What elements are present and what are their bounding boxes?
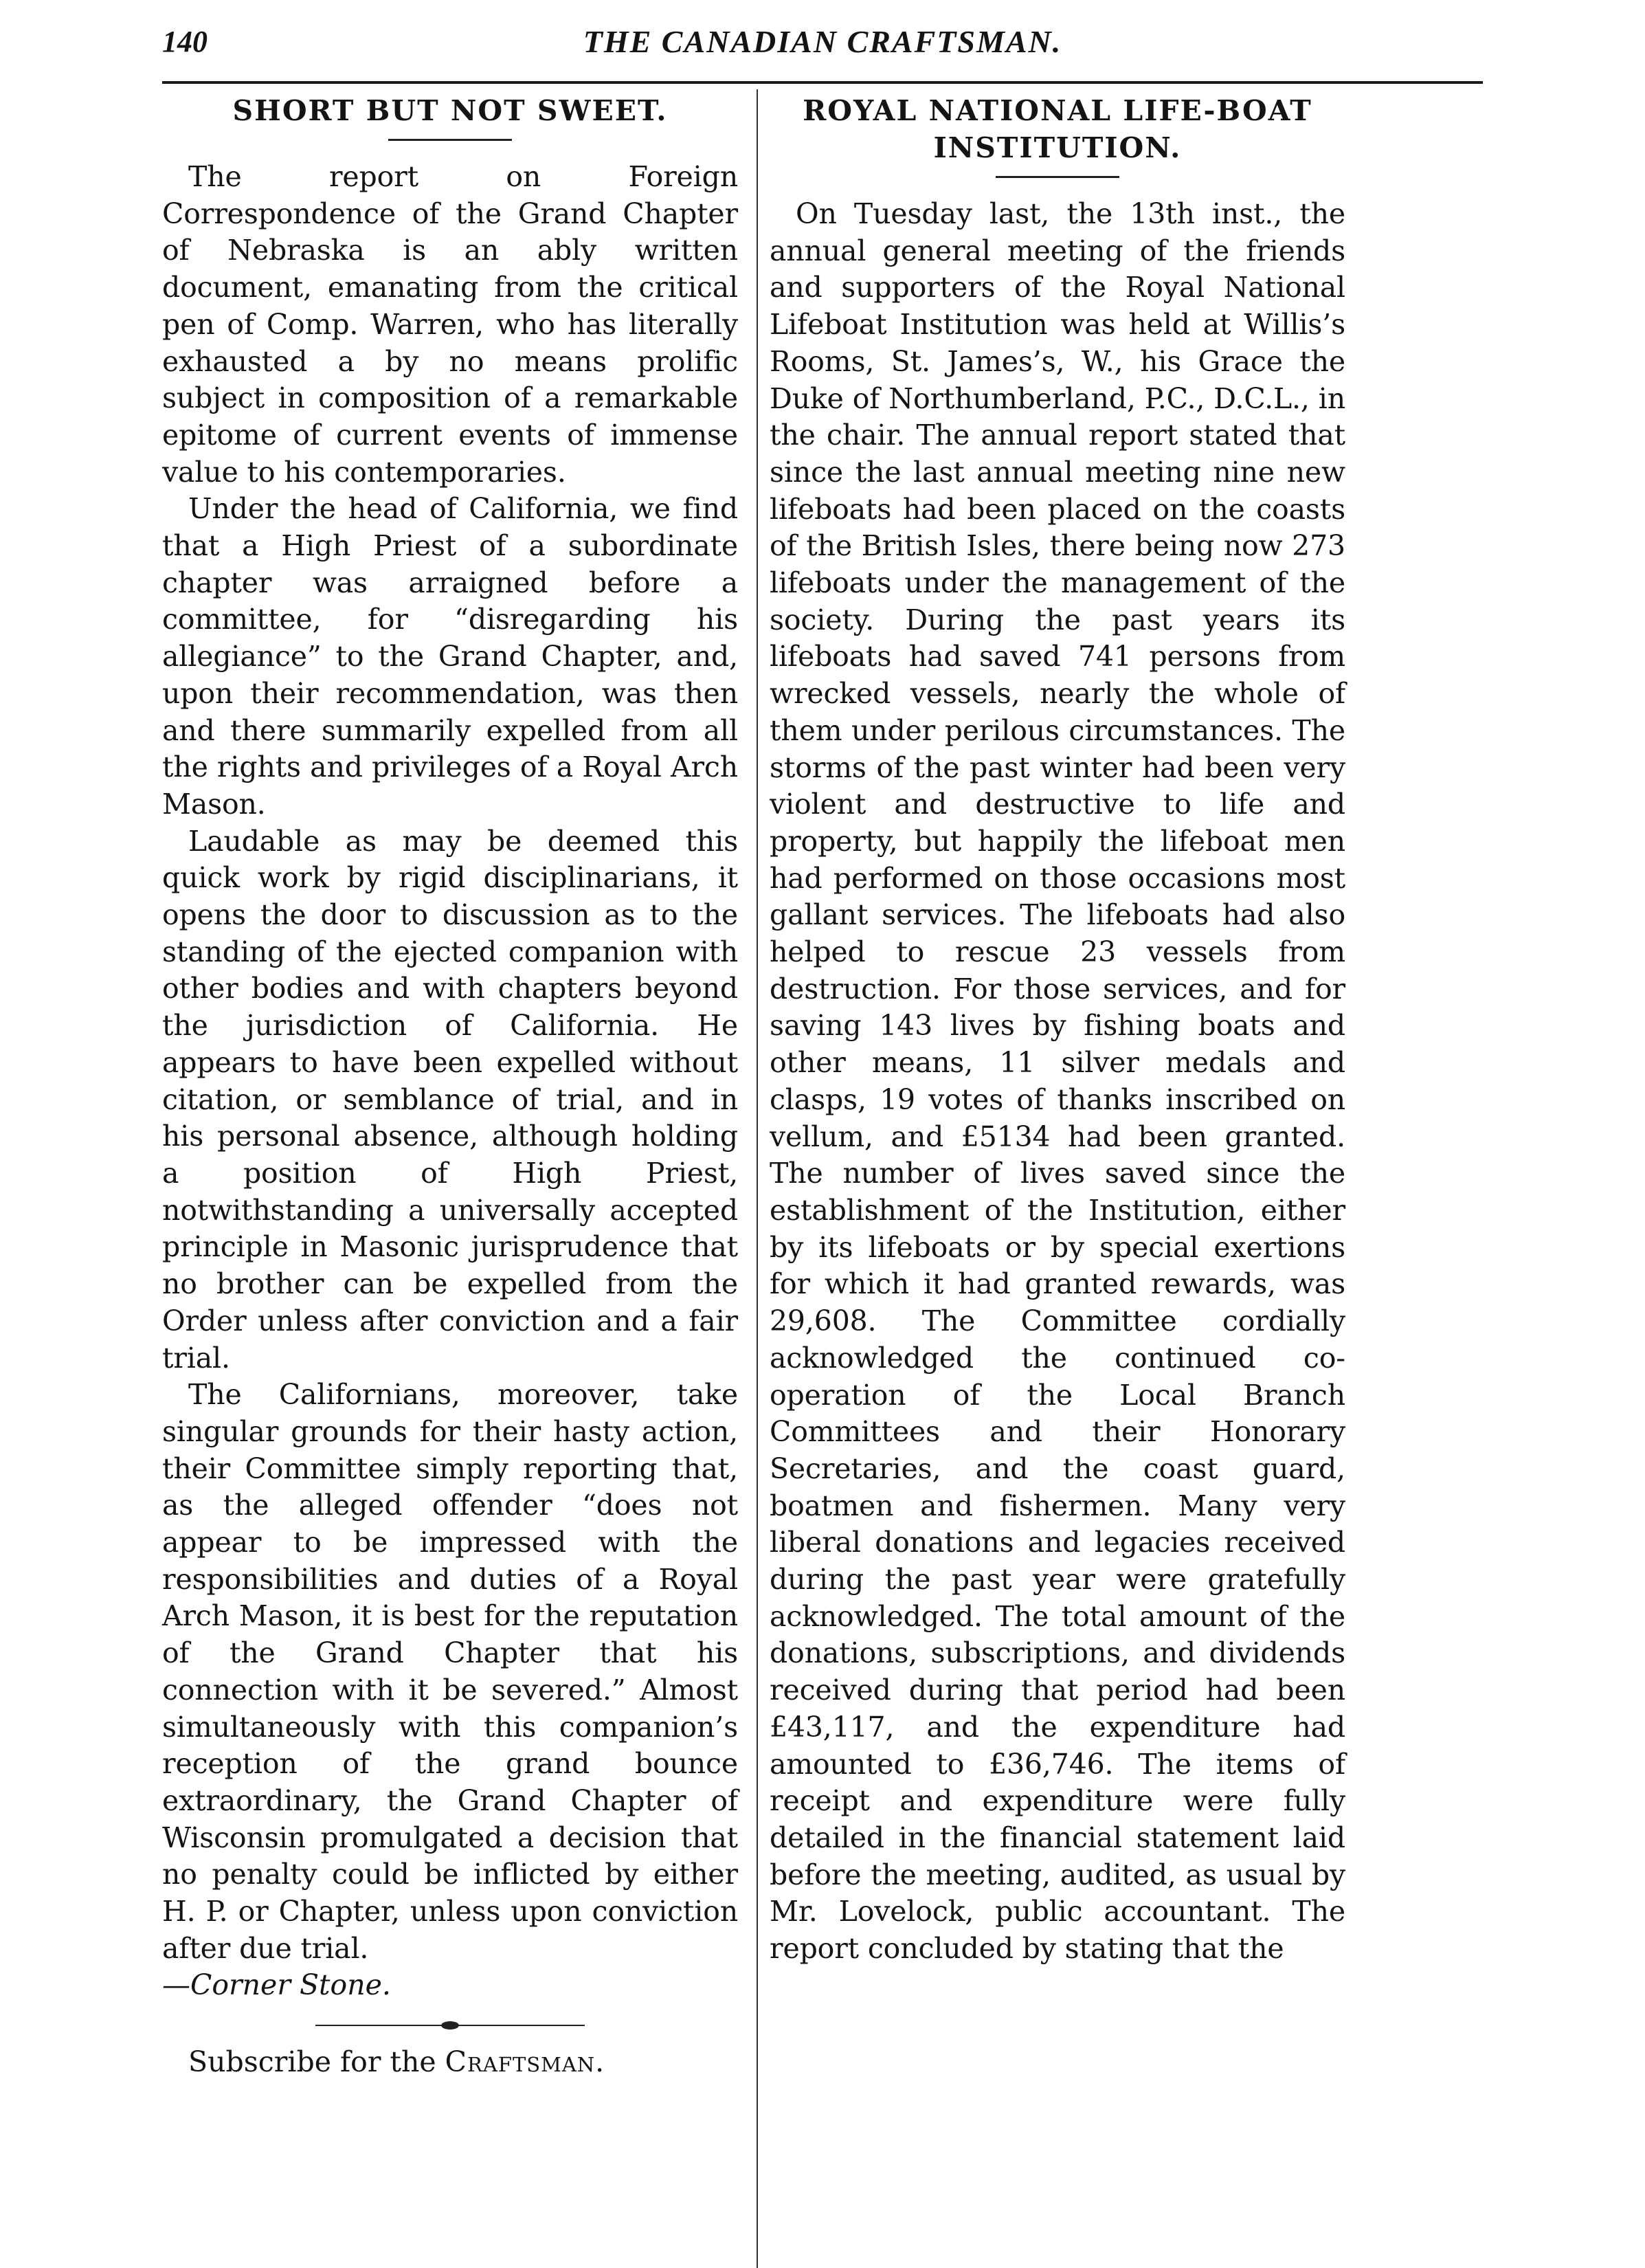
article-paragraph: The report on Foreign Correspondence of the Grand Chapter of Nebraska is an ably written document, emanating from the critical pen of Comp. Warren, who has literally exhausted a by no means prolific subject in composition of a remarkable epitome of current events of immense value to his contemporaries. <box>162 160 738 489</box>
article-title: ROYAL NATIONAL LIFE-BOAT INSTITUTION. <box>803 94 1312 164</box>
article-paragraph: Laudable as may be deemed this quick work by rigid disciplinarians, it opens the door to discussion as to the standing of the ejected companion with other bodies and with chapters beyond the jurisdiction of California. He appears to have been expelled without citation, or semblance of trial, and in his personal absence, although holding a position of High Priest, notwithstanding a universally accepted principle in Masonic jurisprudence that no brother can be expelled from the Order unless after conviction and a fair trial. <box>162 824 738 1375</box>
article-title: SHORT BUT NOT SWEET. <box>232 94 668 127</box>
article-paragraph: The Californians, moreover, take singular grounds for their hasty action, their Committee simply reporting that, as the alleged offender “does not appear to be impressed with the responsibilities and duties of a Royal Arch Mason, it is best for the reputation of the Grand Chapter that his connection with it be severed.” Almost simultaneously with this companion’s reception of the grand bounce extraordinary, the Grand Chapter of Wisconsin promulgated a decision that no penalty could be inflicted by either H. P. or Chapter, unless upon conviction after due trial. <box>162 1378 738 1965</box>
title-rule <box>388 139 512 141</box>
header-rule <box>162 81 1483 84</box>
left-column <box>162 92 738 2081</box>
page-header <box>162 19 1483 65</box>
source-citation: —Corner Stone. <box>162 1968 391 2002</box>
title-rule <box>996 176 1119 178</box>
journal-title: THE CANADIAN CRAFTSMAN. <box>583 24 1062 59</box>
subscribe-prefix: Subscribe for the <box>188 2045 445 2079</box>
article-paragraph: On Tuesday last, the 13th inst., the annual general meeting of the friends and supporters of the Royal National Lifeboat Institution was held at Willis’s Rooms, St. James’s, W., his Grace the Duke of Northumberland, P.C., D.C.L., in the chair. The annual report stated that since the last annual meeting nine new lifeboats had been placed on the coasts of the British Isles, there being now 273 lifeboats under the management of the society. During the past years its lifeboats had saved 741 persons from wrecked vessels, nearly the whole of them under perilous circumstances. The storms of the past winter had been very violent and destructive to life and property, but happily the lifeboat men had performed on those occasions most gallant services. The lifeboats had also helped to rescue 23 vessels from destruction. For those services, and for saving 143 lives by fishing boats and other means, 11 silver medals and clasps, 19 votes of thanks inscribed on vellum, and £5134 had been granted. The number of lives saved since the establishment of the Institution, either by its lifeboats or by special exertions for which it had granted rewards, was 29,608. The Committee cordially acknowledged the continued co-operation of the Local Branch Committees and their Honorary Secretaries, and the coast guard, boatmen and fishermen. Many very liberal donations and legacies received during the past year were gratefully acknowledged. The total amount of the donations, subscriptions, and dividends received during that period had been £43,117, and the expenditure had amounted to £36,746. The items of receipt and expenditure were fully detailed in the financial statement laid before the meeting, audited, as usual by Mr. Lovelock, public accountant. The report concluded by stating that the <box>770 197 1345 1966</box>
subscribe-publication-name: Craftsman. <box>445 2045 605 2079</box>
subscribe-notice <box>162 2044 738 2081</box>
column-divider <box>757 89 758 2268</box>
ornament-divider <box>315 2022 585 2029</box>
article-paragraph: Under the head of California, we find that a High Priest of a subordinate chapter was arraigned before a committee, for “disregarding his allegiance” to the Grand Chapter, and, upon their recommendation, was then and there summarily expelled from all the rights and privileges of a Royal Arch Mason. <box>162 492 738 821</box>
page-number: 140 <box>162 25 208 58</box>
divider-ornament-icon <box>441 2021 459 2030</box>
right-column <box>770 92 1345 1968</box>
